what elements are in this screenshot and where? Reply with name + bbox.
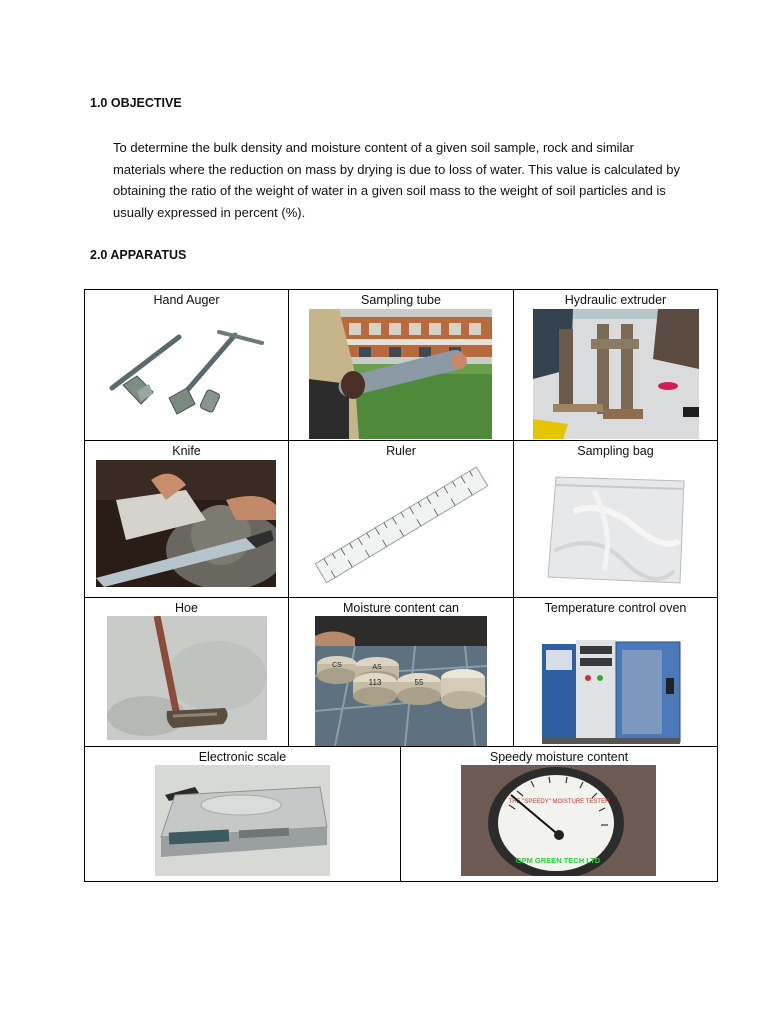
- label-hydraulic-extruder: Hydraulic extruder: [564, 293, 667, 307]
- speedy-gauge-image: [461, 765, 656, 876]
- cell-temperature-control-oven: [513, 597, 718, 747]
- ruler-image: [311, 460, 491, 588]
- label-sampling-tube: Sampling tube: [361, 293, 441, 307]
- gauge-watermark: GPM GREEN TECH LTD: [515, 856, 601, 865]
- objective-paragraph: To determine the bulk density and moisture content of a given soil sample, rock and similar materials where the reduction on mass by drying is due to loss of water. This value is calculated by obtaining the ratio of the weight of water in a given soil mass to the weight of soil particles and is usually expressed in percent (%).: [113, 140, 680, 220]
- can-label-1: CS: [332, 662, 342, 669]
- label-electronic-scale: Electronic scale: [198, 750, 287, 764]
- can-label-4: 55: [414, 678, 424, 687]
- gauge-brand-text: THE "SPEEDY" MOISTURE TESTER: [508, 799, 610, 805]
- sampling-bag-image: [544, 471, 689, 587]
- apparatus-heading: 2.0 APPARATUS: [90, 248, 187, 262]
- label-hoe: Hoe: [175, 601, 198, 615]
- oven-image: [540, 638, 690, 744]
- label-moisture-content-can: Moisture content can: [342, 601, 460, 615]
- hydraulic-extruder-image: [533, 309, 699, 439]
- cell-ruler: [288, 440, 514, 598]
- knife-image: [96, 460, 276, 587]
- label-knife: Knife: [172, 444, 201, 458]
- label-ruler: Ruler: [386, 444, 416, 458]
- cell-electronic-scale: [84, 746, 401, 882]
- cell-knife: [84, 440, 289, 598]
- label-sampling-bag: Sampling bag: [577, 444, 654, 458]
- cell-speedy-moisture-content: [400, 746, 718, 882]
- can-label-2: AS: [372, 664, 382, 671]
- sampling-tube-image: [309, 309, 492, 439]
- cell-sampling-bag: [513, 440, 718, 598]
- objective-heading: 1.0 OBJECTIVE: [90, 96, 182, 110]
- label-hand-auger: Hand Auger: [153, 293, 220, 307]
- hand-auger-image: [107, 328, 267, 418]
- hoe-image: [107, 616, 267, 740]
- cell-hoe: [84, 597, 289, 747]
- can-label-3: 113: [368, 678, 382, 687]
- cell-moisture-content-can: [288, 597, 514, 747]
- cell-hydraulic-extruder: [513, 289, 718, 441]
- label-speedy-moisture-content: Speedy moisture content: [489, 750, 629, 764]
- cell-hand-auger: [84, 289, 289, 441]
- moisture-can-image: [315, 616, 487, 746]
- cell-sampling-tube: [288, 289, 514, 441]
- label-temperature-control-oven: Temperature control oven: [544, 601, 687, 615]
- electronic-scale-image: [155, 765, 330, 876]
